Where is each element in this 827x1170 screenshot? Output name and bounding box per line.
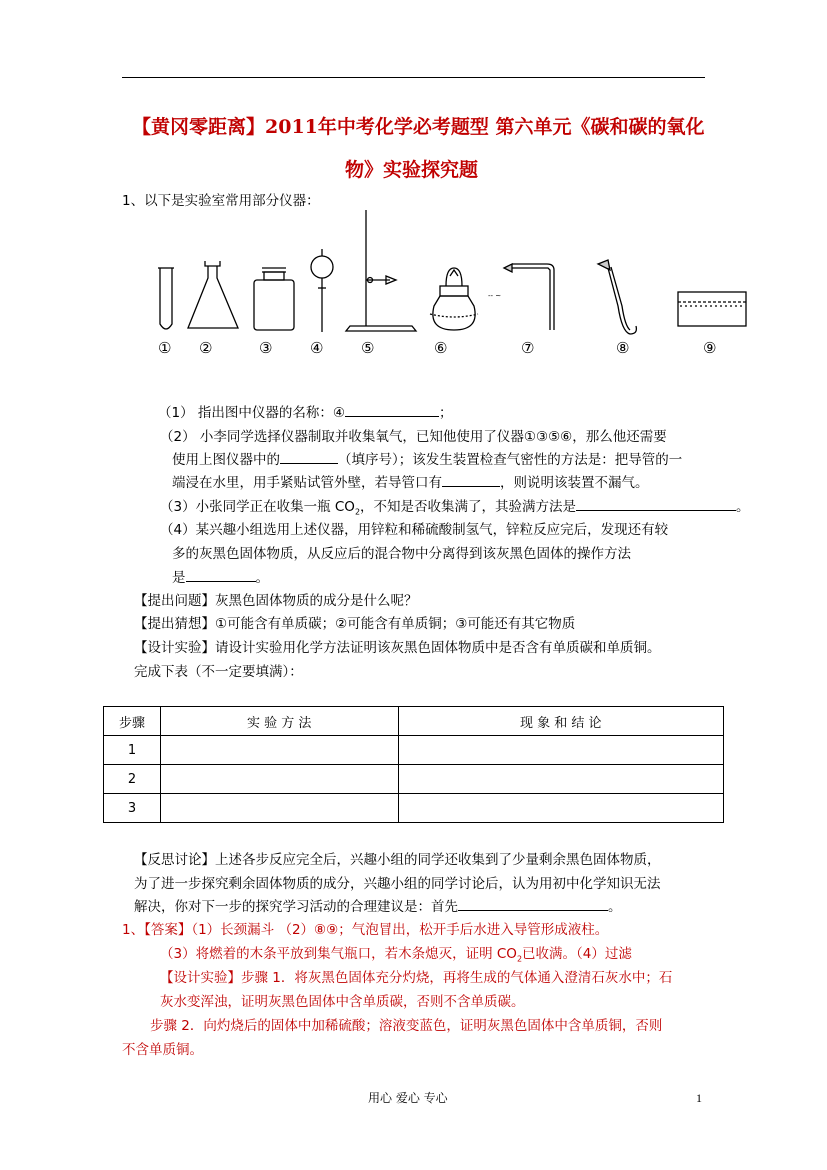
title-line-2: 物》实验探究题 — [345, 159, 479, 181]
table-instruction: 完成下表（不一定要填满）： — [134, 664, 303, 680]
answer-blank[interactable] — [458, 897, 608, 911]
apparatus-label: ⑨ — [703, 339, 717, 357]
question-1-part-2-line-1: （2） 小李同学选择仪器制取并收集氧气，已知他使用了仪器①③⑤⑥，那么他还需要 — [160, 429, 667, 445]
experiment-design: 【设计实验】请设计实验用化学方法证明该灰黑色固体物质中是否含有单质碳和单质铜。 — [134, 640, 661, 656]
result-cell[interactable] — [398, 736, 723, 765]
hypothesis: 【提出猜想】①可能含有单质碳；②可能含有单质铜；③可能还有其它物质 — [134, 616, 576, 632]
answer-blank[interactable] — [345, 403, 439, 417]
answer-line-2: （3）将燃着的木条平放到集气瓶口，若木条熄灭，证明 $CO_2$已收满。（4）过滤 — [160, 946, 632, 964]
method-cell[interactable] — [160, 736, 398, 765]
table-header: 实 验 方 法 — [160, 707, 398, 736]
question-1-intro: 1、以下是实验室常用部分仪器： — [122, 193, 320, 209]
method-cell[interactable] — [160, 765, 398, 794]
apparatus-label: ④ — [310, 339, 324, 357]
gas-bottle-icon — [254, 268, 294, 330]
apparatus-label: ⑧ — [616, 339, 630, 357]
page-number: 1 — [696, 1091, 702, 1105]
answer-line-5: 步骤 2．向灼烧后的固体中加稀硫酸；溶液变蓝色，证明灰黑色固体中含单质铜，否则 — [150, 1018, 663, 1034]
table-row — [104, 765, 724, 794]
apparatus-label: ② — [199, 339, 213, 357]
table-row — [104, 736, 724, 765]
conical-flask-icon — [188, 261, 238, 328]
title-line-1: 【黄冈零距离】2011年中考化学必考题型 第六单元《碳和碳的氧化 — [132, 116, 705, 138]
table-header: 步骤 — [104, 707, 161, 736]
step-number: 3 — [104, 794, 161, 823]
question-1-part-3: （3）小张同学正在收集一瓶 $CO_2$，不知是否收集满了，其验满方法是 。 — [160, 499, 750, 517]
answer-line-6: 不含单质铜。 — [122, 1042, 203, 1058]
question-1-part-1: （1） 指出图中仪器的名称：④ ； — [158, 405, 453, 421]
question-1-part-2-line-2: 使用上图仪器中的 （填序号）；该发生装置检查气密性的方法是：把导管的一 — [172, 452, 683, 468]
problem-statement: 【提出问题】灰黑色固体物质的成分是什么呢？ — [134, 593, 418, 609]
answer-blank[interactable] — [442, 473, 500, 487]
step-number: 1 — [104, 736, 161, 765]
header-rule — [122, 77, 705, 78]
apparatus-label: ① — [158, 339, 172, 357]
answer-line-3: 【设计实验】步骤 1．将灰黑色固体充分灼烧，再将生成的气体通入澄清石灰水中；石 — [160, 970, 673, 986]
apparatus-label: ⑦ — [521, 339, 535, 357]
question-1-part-4-line-2: 多的灰黑色固体物质，从反应后的混合物中分离得到该灰黑色固体的操作方法 — [172, 546, 631, 562]
apparatus-figure — [150, 206, 750, 336]
svg-text:-- ~: -- ~ — [488, 292, 502, 300]
answer-line-1: 1、【答案】（1）长颈漏斗 （2）⑧⑨；气泡冒出，松开手后水进入导管形成液柱。 — [122, 922, 609, 938]
step-number: 2 — [104, 765, 161, 794]
experiment-table — [103, 706, 724, 823]
page-footer: 用心 爱心 专心 — [368, 1091, 448, 1105]
result-cell[interactable] — [398, 765, 723, 794]
apparatus-label: ③ — [259, 339, 273, 357]
water-trough-icon — [678, 292, 746, 326]
iron-stand-icon — [346, 210, 416, 331]
delivery-tube-icon — [488, 264, 554, 330]
method-cell[interactable] — [160, 794, 398, 823]
alcohol-lamp-icon — [430, 268, 478, 330]
apparatus-label: ⑤ — [361, 339, 375, 357]
table-header: 现 象 和 结 论 — [398, 707, 723, 736]
answer-line-4: 灰水变浑浊，证明灰黑色固体中含单质碳，否则不含单质碳。 — [160, 994, 525, 1010]
answer-blank[interactable] — [576, 497, 736, 511]
table-row — [104, 794, 724, 823]
reflection-line-3: 解决，你对下一步的探究学习活动的合理建议是：首先 。 — [134, 899, 622, 915]
question-1-part-4-line-1: （4）某兴趣小组选用上述仪器，用锌粒和稀硫酸制氢气，锌粒反应完后，发现还有较 — [160, 522, 669, 538]
result-cell[interactable] — [398, 794, 723, 823]
apparatus-label: ⑥ — [434, 339, 448, 357]
test-tube-icon — [158, 268, 174, 329]
u-tube-icon — [598, 260, 636, 334]
separatory-funnel-icon — [311, 249, 333, 332]
answer-blank[interactable] — [280, 450, 338, 464]
question-1-part-4-line-3: 是 。 — [172, 570, 269, 586]
answer-blank[interactable] — [186, 568, 256, 582]
question-1-part-2-line-3: 端浸在水里，用手紧贴试管外壁，若导管口有 ，则说明该装置不漏气。 — [172, 475, 649, 491]
table-header-row — [104, 707, 724, 736]
reflection-line-2: 为了进一步探究剩余固体物质的成分，兴趣小组的同学讨论后，认为用初中化学知识无法 — [134, 876, 661, 892]
reflection-line-1: 【反思讨论】上述各步反应完全后，兴趣小组的同学还收集到了少量剩余黑色固体物质， — [134, 852, 661, 868]
